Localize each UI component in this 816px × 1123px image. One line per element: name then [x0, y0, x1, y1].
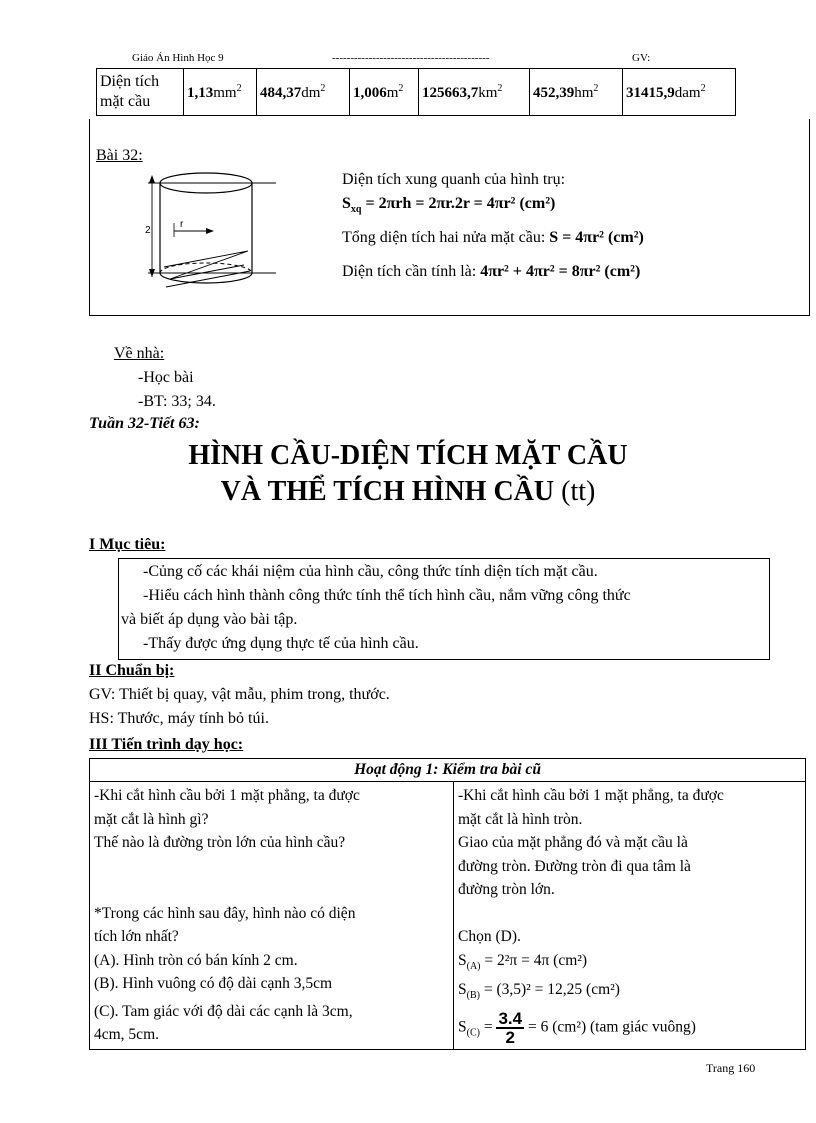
table-cell: $1,006m^2$: [350, 69, 419, 116]
exercise-32-heading: Bài 32:: [96, 147, 143, 164]
hemisphere-area-line: Tổng diện tích hai nửa mặt cầu: S = 4πr² (cm²): [342, 229, 644, 246]
activity-title: Hoạt động 1: Kiểm tra bài cũ: [90, 759, 806, 782]
table-cell: 31415,9dam$^2$: [623, 69, 736, 116]
homework-heading: Về nhà:: [114, 345, 165, 362]
radius-label: r: [180, 219, 184, 230]
teacher-column: -Khi cắt hình cầu bởi 1 mặt phẳng, ta được mặt cắt là hình gì? Thế nào là đường tròn lớn của hình cầu? *Trong các hình sau đây, hình nào có diện tích lớn nhất? (A). Hình tròn có bán kính 2 cm. (B). Hình vuông có độ dài cạnh 3,5cm (C). Tam giác với độ dài các cạnh là 3cm, 4cm, 5cm.: [90, 782, 454, 1050]
student-prep: HS: Thước, máy tính bỏ túi.: [89, 710, 269, 727]
page-number: Trang 160: [706, 1061, 756, 1075]
area-c: $S_{(C)}$ = $\frac{3.4}{2}$ = 6 (cm²) (tam giác vuông): [458, 1008, 696, 1047]
homework-item: -Học bài: [138, 369, 194, 386]
teacher-prep: GV: Thiết bị quay, vật mẫu, phim trong, thước.: [89, 686, 390, 703]
lateral-area-label: Diện tích xung quanh của hình trụ:: [342, 171, 566, 188]
objectives-heading: I Mục tiêu:: [89, 536, 166, 553]
lateral-area-formula: $S_{xq} = 2\pi rh = 2\pi r.2r = 4\pi r^2$ (cm²): [342, 195, 556, 216]
objectives-box: [118, 558, 770, 660]
area-b: $S_{(B)} = (3,5)^2 = 12,25$ (cm²): [458, 981, 620, 1002]
objective-item: -Củng cố các khái niệm của hình cầu, công thức tính diện tích mặt cầu.: [143, 563, 598, 580]
objective-item: -Thấy được ứng dụng thực tế của hình cầu.: [143, 635, 419, 652]
header-divider: -------------------------------------------: [332, 52, 490, 64]
header-teacher: GV:: [632, 52, 651, 64]
exercise-32-box: [89, 119, 810, 316]
activity-table: [89, 758, 806, 1050]
lesson-label: Tuần 32-Tiết 63:: [89, 415, 200, 432]
height-label: 2: [145, 225, 151, 236]
procedure-heading: III Tiến trình dạy học:: [89, 736, 244, 753]
table-row: [97, 69, 736, 116]
page-title-line-2: VÀ THỂ TÍCH HÌNH CẦU (tt): [220, 476, 596, 507]
total-area-line: Diện tích cần tính là: 4πr² + 4πr² = 8πr² (cm²): [342, 263, 641, 280]
header-left: Giáo Án Hình Học 9: [132, 52, 224, 64]
homework-item: -BT: 33; 34.: [138, 393, 216, 410]
student-column: -Khi cắt hình cầu bởi 1 mặt phẳng, ta được mặt cắt là hình tròn. Giao của mặt phẳng đó và mặt cầu là đường tròn. Đường tròn đi qua tâm là đường tròn lớn. Chọn (D). $S_{(A)} = 2^2\pi = 4\pi$ (cm²) $S_{(B)} = (3,5)^2 = 12,25$ (cm²) $S_{(C)}$ = $\frac{3.4}{2}$ = 6 (cm²) (tam giác vuông): [454, 782, 806, 1050]
table-cell: $484,37dm^2$: [257, 69, 350, 116]
table-cell: $125663,7km^2$: [419, 69, 530, 116]
area-a: $S_{(A)} = 2^2\pi = 4\pi$ (cm²): [458, 951, 588, 972]
table-row: [90, 759, 806, 782]
page-title-line-1: HÌNH CẦU-DIỆN TÍCH MẶT CẦU: [188, 440, 628, 471]
objective-item: -Hiểu cách hình thành công thức tính thể tích hình cầu, nắm vững công thức: [143, 587, 631, 604]
table-cell: $1,13mm^2$: [184, 69, 257, 116]
sphere-area-table: [96, 68, 736, 116]
row-label: Diện tích mặt cầu: [97, 69, 184, 116]
table-cell: $452,39hm^2$: [530, 69, 623, 116]
cylinder-figure: [140, 159, 290, 309]
preparation-heading: II Chuẩn bị:: [89, 662, 175, 679]
objective-item: và biết áp dụng vào bài tập.: [121, 611, 298, 628]
table-row: [90, 782, 806, 1050]
